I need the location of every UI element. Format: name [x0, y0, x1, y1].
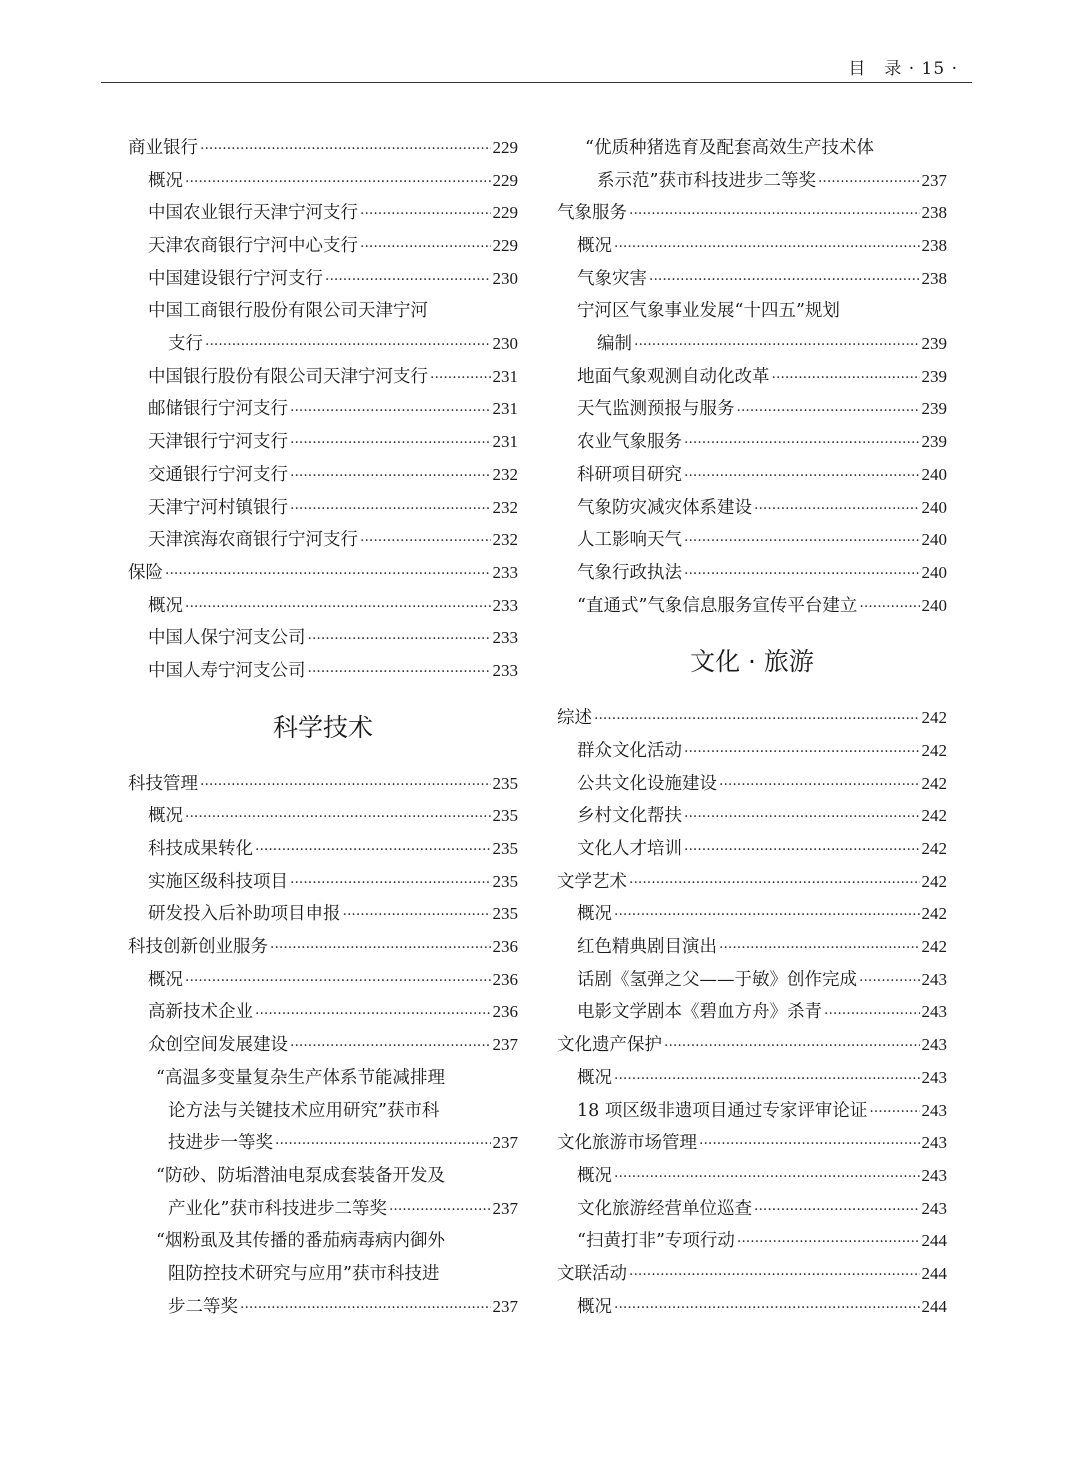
leader-dots [614, 1062, 920, 1095]
toc-entry[interactable] [557, 492, 947, 525]
leader-dots [719, 931, 920, 964]
leader-dots [360, 197, 491, 230]
toc-entry-title: 系示范”获市科技进步二等奖 [597, 170, 816, 191]
toc-entry[interactable] [128, 768, 518, 801]
section-title: 科学技术 [272, 712, 373, 742]
toc-entry[interactable] [128, 1029, 518, 1062]
leader-dots [824, 997, 920, 1030]
toc-page-number: 242 [921, 937, 947, 957]
met2-list [557, 361, 947, 623]
toc-page-number: 231 [492, 399, 518, 419]
toc-entry-title: 群众文化活动 [577, 740, 682, 761]
leader-dots [185, 590, 491, 623]
toc-entry-title: 综述 [557, 708, 592, 729]
toc-entry[interactable] [128, 898, 518, 931]
toc-entry[interactable] [557, 931, 947, 964]
toc-entry[interactable] [557, 964, 947, 997]
toc-entry-title: 科技创新创业服务 [128, 937, 268, 958]
leader-dots [430, 361, 491, 394]
toc-entry-title: 中国建设银行宁河支行 [148, 268, 323, 289]
toc-page-number: 235 [492, 904, 518, 924]
leader-dots [684, 800, 920, 833]
leader-dots [360, 524, 491, 557]
toc-entry-title: 中国银行股份有限公司天津宁河支行 [148, 366, 428, 387]
toc-page-number: 244 [921, 1263, 947, 1283]
toc-page-number: 240 [921, 595, 947, 615]
toc-entry[interactable] [557, 1258, 947, 1291]
toc-entry[interactable] [557, 557, 947, 590]
toc-page-number: 243 [921, 969, 947, 989]
toc-page-number: 230 [492, 268, 518, 288]
toc-entry-title: 文化旅游市场管理 [557, 1133, 697, 1154]
toc-page-number: 242 [921, 740, 947, 760]
toc-entry-title: 概况 [148, 969, 183, 990]
toc-entry-title: “防砂、防垢潜油电泵成套装备开发及 [156, 1165, 445, 1186]
met1-list [557, 197, 947, 295]
toc-page-number: 237 [492, 1198, 518, 1218]
toc-entry-title: 天气监测预报与服务 [577, 399, 735, 420]
toc-entry-title: 文化人才培训 [577, 839, 682, 860]
toc-page-number: 242 [921, 871, 947, 891]
bank-list [128, 132, 518, 295]
toc-entry-title: 文化遗产保护 [557, 1035, 662, 1056]
toc-page-number: 232 [492, 464, 518, 484]
leader-dots [275, 1127, 491, 1160]
toc-entry-title: 概况 [577, 1165, 612, 1186]
leader-dots [859, 964, 920, 997]
toc-entry-title: 中国人寿宁河支公司 [148, 660, 306, 681]
leader-dots [270, 931, 491, 964]
toc-entry[interactable] [128, 590, 518, 623]
toc-entry-title: 红色精典剧目演出 [577, 937, 717, 958]
leader-dots [684, 833, 920, 866]
page-header [101, 46, 972, 83]
toc-entry-title: 研发投入后补助项目申报 [148, 904, 341, 925]
toc-page-number: 236 [492, 969, 518, 989]
leader-dots [699, 1127, 920, 1160]
toc-entry[interactable] [557, 394, 947, 427]
toc-entry[interactable] [128, 622, 518, 655]
toc-page-number: 243 [921, 1198, 947, 1218]
toc-entry-title: 众创空间发展建设 [148, 1035, 288, 1056]
toc-entry[interactable] [557, 898, 947, 931]
toc-entry[interactable] [557, 230, 947, 263]
toc-page-number: 231 [492, 432, 518, 452]
leader-dots [772, 361, 920, 394]
toc-entry[interactable] [128, 655, 518, 688]
leader-dots [664, 1029, 920, 1062]
leader-dots [389, 1193, 491, 1226]
toc-page-number: 229 [492, 236, 518, 256]
leader-dots [684, 735, 920, 768]
leader-dots [290, 394, 491, 427]
toc-page-number: 230 [492, 334, 518, 354]
leader-dots [684, 524, 920, 557]
toc-entry-title: 交通银行宁河支行 [148, 464, 288, 485]
leader-dots [684, 426, 920, 459]
toc-entry-title: 18 项区级非遗项目通过专家评审论证 [577, 1100, 868, 1121]
toc-entry[interactable] [557, 1127, 947, 1160]
toc-entry[interactable] [557, 768, 947, 801]
leader-dots [649, 263, 920, 296]
toc-entry[interactable] [128, 263, 518, 296]
toc-entry-title: 保险 [128, 562, 163, 583]
toc-page-number: 243 [921, 1133, 947, 1153]
leader-dots [754, 1193, 920, 1226]
leader-dots [818, 165, 920, 198]
leader-dots [684, 459, 920, 492]
toc-entry-title: 概况 [148, 806, 183, 827]
toc-entry-title: 编制 [597, 334, 632, 355]
leader-dots [629, 1258, 920, 1291]
leader-dots [614, 1160, 920, 1193]
toc-entry[interactable] [557, 1291, 947, 1324]
leader-dots [165, 557, 491, 590]
toc-entry[interactable] [128, 964, 518, 997]
toc-entry-title: “直通式”气象信息服务宣传平台建立 [577, 595, 858, 616]
toc-page-number: 237 [492, 1035, 518, 1055]
toc-page-number: 233 [492, 562, 518, 582]
toc-entry-title: 科研项目研究 [577, 464, 682, 485]
toc-entry-title: 概况 [577, 1296, 612, 1317]
leader-dots [737, 394, 920, 427]
toc-entry-title: 天津滨海农商银行宁河支行 [148, 530, 358, 551]
toc-entry[interactable] [557, 833, 947, 866]
toc-entry[interactable] [557, 361, 947, 394]
toc-page-number: 242 [921, 708, 947, 728]
toc-entry-title: 公共文化设施建设 [577, 773, 717, 794]
leader-dots [240, 1291, 491, 1324]
leader-dots [634, 328, 920, 361]
toc-entry[interactable] [557, 735, 947, 768]
toc-entry[interactable] [128, 557, 518, 590]
toc-entry-title: 气象服务 [557, 203, 627, 224]
toc-entry-title: 文联活动 [557, 1263, 627, 1284]
toc-entry[interactable] [128, 361, 518, 394]
toc-entry-title: 科技管理 [128, 773, 198, 794]
leader-dots [185, 964, 491, 997]
toc-page-number: 233 [492, 628, 518, 648]
toc-page-number: 240 [921, 530, 947, 550]
toc-entry-title: 农业气象服务 [577, 432, 682, 453]
toc-entry-title: “烟粉虱及其传播的番茄病毒病内御外 [156, 1231, 445, 1252]
leader-dots [255, 997, 491, 1030]
leader-dots [719, 768, 920, 801]
leader-dots [290, 492, 491, 525]
leader-dots [200, 132, 491, 165]
toc-entry-title: 电影文学剧本《碧血方舟》杀青 [577, 1002, 822, 1023]
leader-dots [325, 263, 491, 296]
toc-entry[interactable] [557, 1193, 947, 1226]
toc-entry-title: 宁河区气象事业发展“十四五”规划 [577, 301, 840, 322]
toc-entry-title: 邮储银行宁河支行 [148, 399, 288, 420]
toc-entry[interactable] [128, 800, 518, 833]
toc-entry-title: 产业化”获市科技进步二等奖 [168, 1198, 387, 1219]
leader-dots [185, 165, 491, 198]
toc-entry[interactable] [557, 997, 947, 1030]
toc-entry-title: 中国人保宁河支公司 [148, 628, 306, 649]
leader-dots [614, 230, 920, 263]
toc-entry-title: “高温多变量复杂生产体系节能减排理 [156, 1067, 445, 1088]
header-page-label: 目 录 · 15 · [848, 59, 958, 79]
toc-entry-title: 阻防控技术研究与应用”获市科技进 [168, 1264, 440, 1284]
toc-entry-title: 概况 [148, 595, 183, 616]
toc-left-column [128, 132, 518, 1323]
toc-entry-title: 乡村文化帮扶 [577, 806, 682, 827]
toc-page-number: 242 [921, 773, 947, 793]
toc-entry-title: 技进步一等奖 [168, 1133, 273, 1154]
toc-entry-title: “扫黄打非”专项行动 [577, 1231, 735, 1252]
section-title: 文化 · 旅游 [690, 647, 814, 677]
leader-dots [290, 426, 491, 459]
toc-page-number: 242 [921, 806, 947, 826]
leader-dots [629, 197, 920, 230]
leader-dots [290, 866, 491, 899]
toc-entry-title: 人工影响天气 [577, 530, 682, 551]
toc-entry-title: 概况 [577, 1067, 612, 1088]
toc-entry[interactable] [557, 328, 947, 361]
toc-page-number: 233 [492, 660, 518, 680]
toc-entry[interactable] [557, 1029, 947, 1062]
toc-entry-title: 概况 [577, 236, 612, 257]
toc-entry-title: 气象灾害 [577, 268, 647, 289]
leader-dots [290, 1029, 491, 1062]
toc-entry[interactable] [128, 459, 518, 492]
toc-entry[interactable] [557, 1062, 947, 1095]
toc-entry-title: 科技成果转化 [148, 839, 253, 860]
leader-dots [869, 1095, 919, 1128]
toc-page-number: 244 [921, 1296, 947, 1316]
toc-entry-title: 天津宁河村镇银行 [148, 497, 288, 518]
leader-dots [185, 800, 491, 833]
toc-entry[interactable] [128, 426, 518, 459]
toc-page-number: 243 [921, 1067, 947, 1087]
toc-entry-title: 商业银行 [128, 137, 198, 158]
toc-entry[interactable] [557, 165, 947, 198]
leader-dots [614, 1291, 920, 1324]
toc-page-number: 244 [921, 1231, 947, 1251]
toc-page-number: 238 [921, 203, 947, 223]
toc-page-number: 236 [492, 937, 518, 957]
leader-dots [308, 655, 491, 688]
leader-dots [737, 1225, 920, 1258]
toc-entry[interactable] [128, 931, 518, 964]
toc-entry[interactable] [128, 328, 518, 361]
toc-entry[interactable] [128, 524, 518, 557]
toc-page-number: 235 [492, 773, 518, 793]
toc-entry[interactable] [557, 1225, 947, 1258]
toc-page-number: 238 [921, 268, 947, 288]
toc-entry[interactable] [557, 263, 947, 296]
toc-entry-title: 地面气象观测自动化改革 [577, 366, 770, 387]
leader-dots [629, 866, 920, 899]
toc-page-number: 242 [921, 904, 947, 924]
toc-entry-title: 天津银行宁河支行 [148, 432, 288, 453]
toc-entry[interactable] [128, 394, 518, 427]
sci-list [128, 768, 518, 1062]
toc-page-number: 240 [921, 562, 947, 582]
leader-dots [594, 702, 920, 735]
toc-page-number: 237 [492, 1133, 518, 1153]
toc-page-number: 229 [492, 170, 518, 190]
leader-dots [614, 898, 920, 931]
toc-page-number: 238 [921, 236, 947, 256]
toc-page-number: 231 [492, 366, 518, 386]
toc-entry[interactable] [128, 866, 518, 899]
toc-entry[interactable] [557, 197, 947, 230]
leader-dots [859, 590, 919, 623]
toc-entry[interactable] [128, 132, 518, 165]
toc-entry[interactable] [557, 426, 947, 459]
toc-entry[interactable] [557, 702, 947, 735]
toc-entry-title: 概况 [148, 170, 183, 191]
toc-entry[interactable] [557, 1095, 947, 1128]
toc-entry[interactable] [557, 459, 947, 492]
toc-right-column [557, 132, 947, 1323]
toc-page-number: 243 [921, 1100, 947, 1120]
toc-entry-title: 气象行政执法 [577, 562, 682, 583]
toc-page-number: 232 [492, 497, 518, 517]
toc-entry[interactable] [128, 492, 518, 525]
toc-entry-title: 支行 [168, 334, 203, 355]
toc-page-number: 239 [921, 432, 947, 452]
toc-entry[interactable] [557, 800, 947, 833]
toc-page-number: 240 [921, 497, 947, 517]
leader-dots [308, 622, 491, 655]
toc-entry-title: 高新技术企业 [148, 1002, 253, 1023]
toc-entry[interactable] [128, 1127, 518, 1160]
toc-page-number: 242 [921, 839, 947, 859]
toc-entry[interactable] [557, 866, 947, 899]
leader-dots [255, 833, 491, 866]
leader-dots [360, 230, 491, 263]
toc-page-number: 237 [921, 170, 947, 190]
toc-entry-title: 文化旅游经营单位巡查 [577, 1198, 752, 1219]
toc-entry[interactable] [128, 997, 518, 1030]
leader-dots [205, 328, 491, 361]
toc-page-number: 229 [492, 203, 518, 223]
toc-entry-title: 天津农商银行宁河中心支行 [148, 236, 358, 257]
leader-dots [200, 768, 491, 801]
toc-entry-title: 论方法与关键技术应用研究”获市科 [168, 1100, 440, 1121]
toc-page-number: 240 [921, 464, 947, 484]
toc-entry[interactable] [557, 524, 947, 557]
toc-page-number: 239 [921, 334, 947, 354]
toc-entry[interactable] [128, 1291, 518, 1324]
toc-page-number: 235 [492, 806, 518, 826]
culture-list [557, 702, 947, 1323]
toc-page-number: 236 [492, 1002, 518, 1022]
toc-page-number: 237 [492, 1296, 518, 1316]
toc-page-number: 233 [492, 595, 518, 615]
toc-page-number: 235 [492, 871, 518, 891]
toc-entry-title: 中国农业银行天津宁河支行 [148, 203, 358, 224]
toc-entry[interactable] [128, 833, 518, 866]
toc-entry[interactable] [128, 230, 518, 263]
toc-page-number: 235 [492, 839, 518, 859]
toc-entry-title: 话剧《氢弹之父——于敏》创作完成 [577, 969, 857, 990]
toc-entry-title: 文学艺术 [557, 871, 627, 892]
toc-entry[interactable] [128, 197, 518, 230]
toc-entry-title: 概况 [577, 904, 612, 925]
toc-entry[interactable] [557, 1160, 947, 1193]
toc-entry-title: “优质种猪选育及配套高效生产技术体 [585, 138, 874, 158]
toc-entry[interactable] [128, 165, 518, 198]
toc-entry-title: 实施区级科技项目 [148, 871, 288, 892]
toc-page-number: 243 [921, 1165, 947, 1185]
leader-dots [290, 459, 491, 492]
leader-dots [754, 492, 920, 525]
toc-page-number: 229 [492, 137, 518, 157]
toc-page-number: 243 [921, 1002, 947, 1022]
toc-entry-title: 中国工商银行股份有限公司天津宁河 [148, 301, 428, 322]
toc-entry[interactable] [557, 590, 947, 623]
toc-entry-title: 步二等奖 [168, 1296, 238, 1317]
bank2-list [128, 361, 518, 688]
toc-page-number: 232 [492, 530, 518, 550]
toc-page-number: 239 [921, 366, 947, 386]
toc-page-number: 239 [921, 399, 947, 419]
toc-entry-title: 气象防灾减灾体系建设 [577, 497, 752, 518]
toc-page-number: 243 [921, 1035, 947, 1055]
leader-dots [343, 898, 491, 931]
toc-entry[interactable] [128, 1193, 518, 1226]
leader-dots [684, 557, 920, 590]
